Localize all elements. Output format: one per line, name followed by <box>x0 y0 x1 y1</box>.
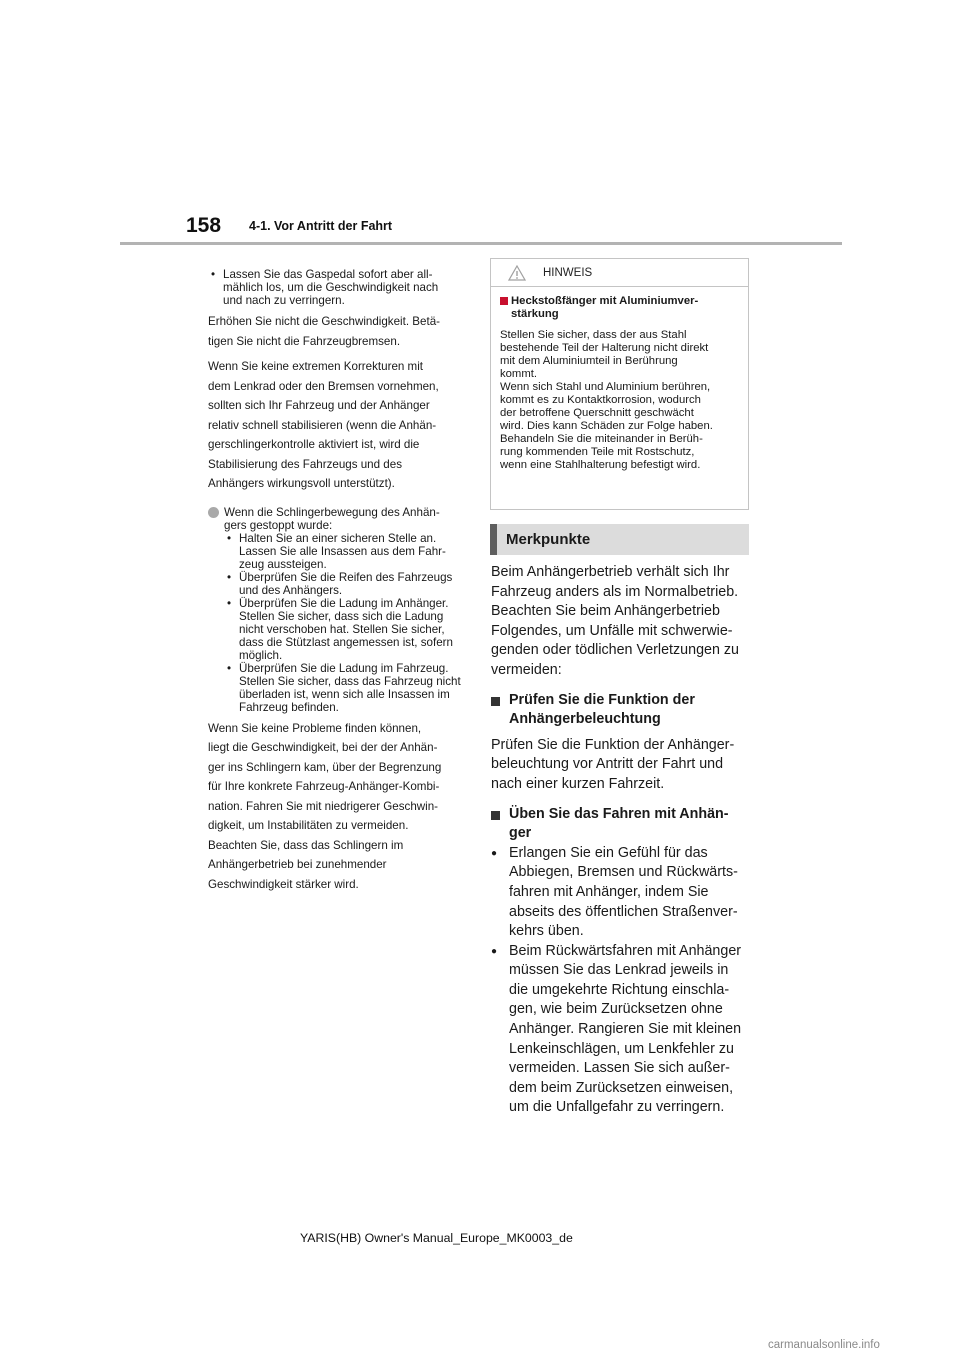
dot-item-reversing: ● Beim Rückwärtsfahren mit Anhänger müssen Sie das Lenkrad jeweils in die umgekehrte Richtung einschla- gen, wie beim Zurücksetzen ohne Anhänger. Rangieren Sie mit kleinen Lenkeinschlägen, um Lenkfehler zu vermeiden. Lassen Sie sich außer- dem beim Zurücksetzen einweisen, um die Unfallgefahr zu verringern. <box>491 942 753 1118</box>
paragraph-no-acceleration: Erhöhen Sie nicht die Geschwindigkeit. Betä- tigen Sie nicht die Fahrzeugbremsen. <box>208 315 441 348</box>
dot-item-practice: ● Erlangen Sie ein Gefühl für das Abbiegen, Bremsen und Rückwärts- fahren mit Anhänger, indem Sie abseits des öffentlichen Straßenver- kehrs üben. <box>491 844 753 942</box>
bullet-release-accelerator: • Lassen Sie das Gaspedal sofort aber all- mählich los, um die Geschwindigkeit nach und nach zu verringern. <box>208 268 466 307</box>
sub-bullet-stop-safely: • Halten Sie an einer sicheren Stelle an. Lassen Sie alle Insassen aus dem Fahr- zeug aussteigen. <box>224 532 466 571</box>
dark-square-icon <box>491 697 500 706</box>
paragraph-stabilization: Wenn Sie keine extremen Korrekturen mit dem Lenkrad oder den Bremsen vornehmen, sollten sich Ihr Fahrzeug und der Anhänger relativ schnell stabilisieren (wenn die Anhän- gerschlingerkontrolle aktiviert ist, wird die Stabilisierung des Fahrzeugs und des Anhängers wirkungsvoll unterstützt). <box>208 360 439 490</box>
notice-label: HINWEIS <box>543 267 593 279</box>
paragraph-check-lighting: Prüfen Sie die Funktion der Anhänger- beleuchtung vor Antritt der Fahrt und nach einer kurzen Fahrzeit. <box>491 736 735 792</box>
subheading-check-lighting-text: Prüfen Sie die Funktion der Anhängerbeleuchtung <box>509 691 695 728</box>
notice-text: Stellen Sie sicher, dass der aus Stahl bestehende Teil der Halterung nicht direkt mit dem Aluminiumteil in Berührung kommt. Wenn sich Stahl und Aluminium berühren, kommt es zu Kontaktkorrosion, wodurch der betroffene Querschnitt geschwächt wird. Dies kann Schäden zur Folge haben. Behandeln Sie die miteinander in Berüh- rung kommenden Teile mit Rostschutz, wenn eine Stahlhalterung befestigt wird. <box>500 329 713 471</box>
left-column <box>208 268 466 894</box>
watermark: carmanualsonline.info <box>768 1339 880 1351</box>
merkpunkte-intro: Beim Anhängerbetrieb verhält sich Ihr Fahrzeug anders als im Normalbetrieb. Beachten Sie beim Anhängerbetrieb Folgendes, um Unfälle mit schwerwie- genden oder tödlichen Verletzungen zu vermeiden: <box>491 564 740 678</box>
header-divider <box>120 242 842 245</box>
merkpunkte-header <box>490 524 749 555</box>
notice-title <box>500 295 740 321</box>
dark-square-icon <box>491 811 500 820</box>
circle-item-sway-stopped <box>208 506 466 714</box>
notice-header <box>491 259 748 287</box>
merkpunkte-accent-bar <box>490 524 497 555</box>
warning-triangle-icon <box>508 265 526 286</box>
section-title: 4-1. Vor Antritt der Fahrt <box>249 219 393 233</box>
page-number: 158 <box>186 214 222 237</box>
circle-item-text: Wenn die Schlingerbewegung des Anhän- gers gestoppt wurde: <box>224 505 440 532</box>
right-column <box>491 563 753 1118</box>
merkpunkte-label: Merkpunkte <box>506 531 591 548</box>
sub-bullet-check-tires: • Überprüfen Sie die Reifen des Fahrzeugs und des Anhängers. <box>224 571 466 597</box>
subheading-check-lighting <box>491 691 753 730</box>
sub-bullet-check-vehicle-load: • Überprüfen Sie die Ladung im Fahrzeug. Stellen Sie sicher, dass das Fahrzeug nicht überladen ist, wenn sich alle Insassen im Fahrzeug befinden. <box>224 662 466 714</box>
paragraph-no-problems: Wenn Sie keine Probleme finden können, liegt die Geschwindigkeit, bei der der Anhän- ger ins Schlingern kam, über der Begrenzung für Ihre konkrete Fahrzeug-Anhänger-Kombi- nation. Fahren Sie mit niedrigerer Geschwin- digkeit, um Instabilitäten zu vermeiden. Beachten Sie, dass das Schlingern im Anhängerbetrieb bei zunehmender Geschwindigkeit stärker wird. <box>208 721 442 891</box>
notice-title-text: Heckstoßfänger mit Aluminiumver- stärkung <box>511 295 699 320</box>
footer-manual-id: YARIS(HB) Owner's Manual_Europe_MK0003_de <box>300 1231 573 1245</box>
subheading-practice-driving <box>491 805 753 844</box>
subheading-practice-driving-text: Üben Sie das Fahren mit Anhän- ger <box>509 805 729 842</box>
circle-bullet-icon <box>208 507 219 518</box>
sub-bullet-check-trailer-load: • Überprüfen Sie die Ladung im Anhänger. Stellen Sie sicher, dass sich die Ladung nicht verschoben hat. Stellen Sie sicher, dass die Stützlast angemessen ist, sofern möglich. <box>224 597 466 662</box>
sub-bullet-list <box>224 532 466 714</box>
red-square-icon <box>500 297 508 305</box>
notice-box <box>490 258 749 510</box>
notice-body <box>491 287 748 472</box>
